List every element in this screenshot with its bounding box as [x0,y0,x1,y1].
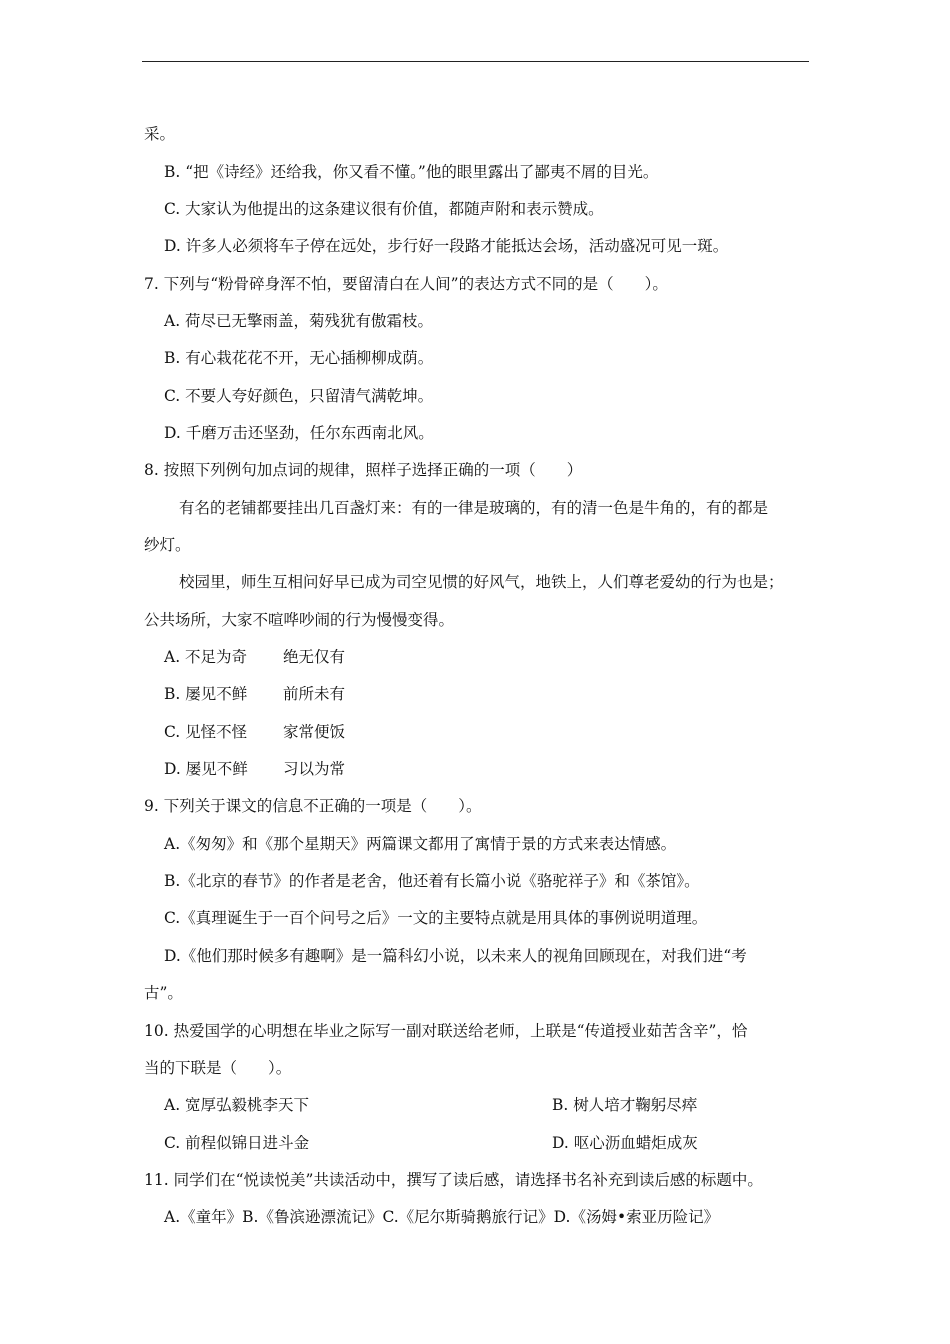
q7-option-d: D. 千磨万击还坚劲，任尔东西南北风。 [164,424,434,442]
q10-option-a: A. 宽厚弘毅桃李天下 [164,1096,310,1114]
q10-option-b: B. 树人培才鞠躬尽瘁 [552,1096,698,1114]
q8-option-a: A. 不足为奇 [164,648,248,666]
q10-stem: 10. 热爱国学的心明想在毕业之际写一副对联送给老师，上联是“传道授业茹苦含辛”，恰 [144,1022,748,1040]
q10-stem-cont: 当的下联是（ ）。 [144,1059,292,1077]
q8-option-d: D. 屡见不鲜 [164,760,248,778]
q9-option-d-cont: 古”。 [144,984,183,1002]
q9-stem: 9. 下列关于课文的信息不正确的一项是（ ）。 [144,797,482,815]
q10-option-d: D. 呕心沥血蜡炬成灰 [552,1134,698,1152]
q9-option-d: D.《他们那时候多有趣啊》是一篇科幻小说，以未来人的视角回顾现在，对我们进“考 [164,947,747,965]
q8-option-b: B. 屡见不鲜 [164,685,248,703]
q9-option-c: C.《真理诞生于一百个问号之后》一文的主要特点就是用具体的事例说明道理。 [164,909,708,927]
q9-option-a: A.《匆匆》和《那个星期天》两篇课文都用了寓情于景的方式来表达情感。 [164,835,677,853]
q11-stem: 11. 同学们在“悦读悦美”共读活动中，撰写了读后感，请选择书名补充到读后感的标题中。 [144,1171,763,1189]
q6-option-d: D. 许多人必须将车子停在远处，步行好一段路才能抵达会场，活动盛况可见一斑。 [164,237,729,255]
q7-option-b: B. 有心栽花花不开，无心插柳柳成荫。 [164,349,434,367]
q8-example-line2: 纱灯。 [144,536,191,554]
q8-option-c-second: 家常便饭 [283,723,346,741]
q8-question-line2: 公共场所，大家不喧哗吵闹的行为慢慢变得。 [144,611,455,629]
q8-option-a-second: 绝无仅有 [283,648,346,666]
q7-stem: 7. 下列与“粉骨碎身浑不怕，要留清白在人间”的表达方式不同的是（ ）。 [144,275,668,293]
continued-text: 采。 [144,125,176,143]
q8-option-d-second: 习以为常 [283,760,346,778]
q8-example-line1: 有名的老铺都要挂出几百盏灯来：有的一律是玻璃的，有的清一色是牛角的，有的都是 [179,499,769,517]
header-rule [142,61,809,62]
q8-option-c: C. 见怪不怪 [164,723,248,741]
q10-option-c: C. 前程似锦日进斗金 [164,1134,310,1152]
q8-question-line1: 校园里，师生互相问好早已成为司空见惯的好风气，地铁上，人们尊老爱幼的行为也是； [179,573,784,591]
q6-option-c: C. 大家认为他提出的这条建议很有价值，都随声附和表示赞成。 [164,200,604,218]
q8-stem: 8. 按照下列例句加点词的规律，照样子选择正确的一项（ ） [144,461,583,479]
q6-option-b: B. “把《诗经》还给我，你又看不懂。”他的眼里露出了鄙夷不屑的目光。 [164,163,659,181]
q9-option-b: B.《北京的春节》的作者是老舍，他还着有长篇小说《骆驼祥子》和《茶馆》。 [164,872,700,890]
q11-options: A.《童年》B.《鲁滨逊漂流记》C.《尼尔斯骑鹅旅行记》D.《汤姆•索亚历险记》 [164,1208,720,1226]
q8-option-b-second: 前所未有 [283,685,346,703]
q7-option-a: A. 荷尽已无擎雨盖，菊残犹有傲霜枝。 [164,312,434,330]
q7-option-c: C. 不要人夸好颜色，只留清气满乾坤。 [164,387,434,405]
